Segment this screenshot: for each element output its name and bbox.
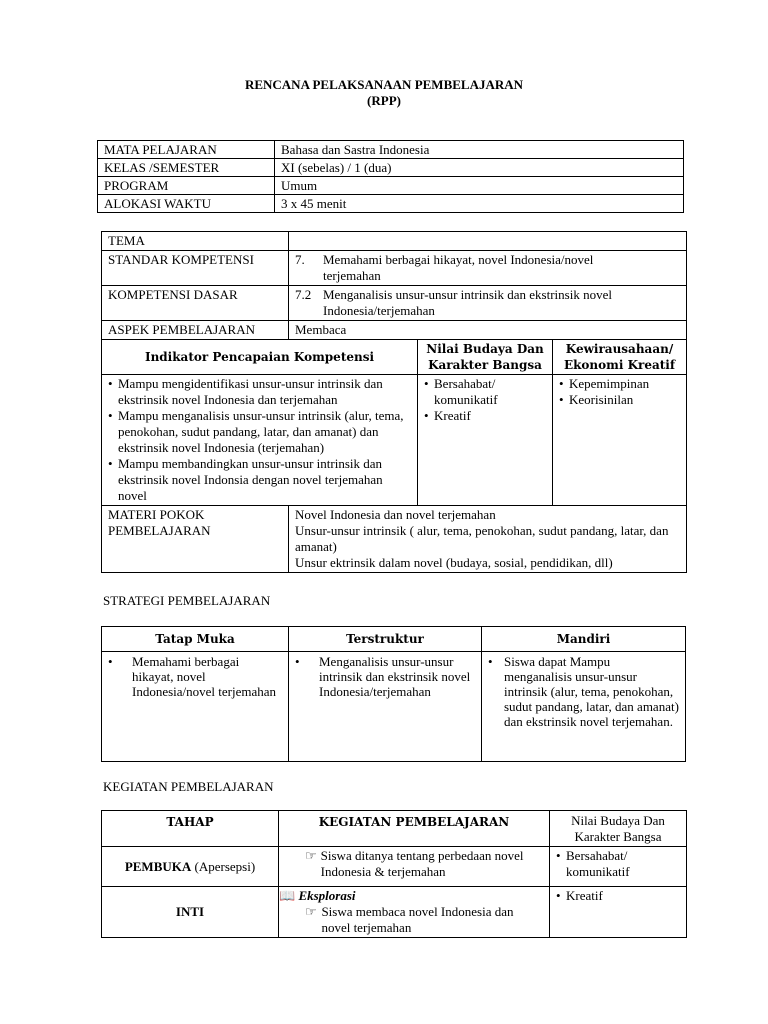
list-item: • Kreatif: [556, 888, 680, 904]
materi-label: MATERI POKOK PEMBELAJARAN: [102, 506, 289, 573]
document-subtitle: (RPP): [367, 93, 401, 108]
aspek-value: Membaca: [289, 321, 687, 340]
info-label: KELAS /SEMESTER: [98, 159, 275, 177]
kd-label: KOMPETENSI DASAR: [102, 286, 289, 321]
col-indikator-header: Indikator Pencapaian Kompetensi: [102, 340, 418, 375]
kegiatan-table: [101, 810, 687, 938]
info-value: XI (sebelas) / 1 (dua): [275, 159, 684, 177]
info-label: PROGRAM: [98, 177, 275, 195]
nilai-cell: [418, 375, 553, 506]
info-label: ALOKASI WAKTU: [98, 195, 275, 213]
info-value: Umum: [275, 177, 684, 195]
list-item: • Siswa dapat Mampu menganalisis unsur-unsur intrinsik (alur, tema, penokohan, sudut pandang, latar, dan amanat) dan ekstrinsik novel terjemahan.: [488, 654, 679, 729]
col-terstruktur: Terstruktur: [289, 627, 482, 652]
list-item: • Kepemimpinan: [559, 376, 680, 392]
list-item: • Mampu mengidentifikasi unsur-unsur intrinsik dan ekstrinsik novel Indonesia dan terjemahan: [108, 376, 411, 408]
info-row: [98, 195, 684, 213]
kewira-cell: [553, 375, 687, 506]
sk-label: STANDAR KOMPETENSI: [102, 251, 289, 286]
list-item: • Kreatif: [424, 408, 546, 424]
pointing-hand-icon: ☞: [305, 904, 317, 919]
indikator-cell: [102, 375, 418, 506]
col-kegiatan: KEGIATAN PEMBELAJARAN: [279, 811, 550, 847]
inti-nilai: [550, 887, 687, 938]
list-item: • Bersahabat/ komunikatif: [424, 376, 546, 408]
col-kewira-header: Kewirausahaan/ Ekonomi Kreatif: [553, 340, 687, 375]
info-value: 3 x 45 menit: [275, 195, 684, 213]
kegiatan-heading: KEGIATAN PEMBELAJARAN: [103, 779, 274, 794]
col-mandiri: Mandiri: [482, 627, 686, 652]
book-icon: 📖: [279, 888, 296, 903]
sk-value: 7. Memahami berbagai hikayat, novel Indonesia/novel terjemahan: [289, 251, 687, 286]
inti-tahap: INTI: [102, 887, 279, 938]
document-title: RENCANA PELAKSANAAN PEMBELAJARAN: [244, 77, 524, 92]
list-item: • Bersahabat/ komunikatif: [556, 848, 680, 880]
info-value: Bahasa dan Sastra Indonesia: [275, 141, 684, 159]
info-row: [98, 177, 684, 195]
tema-label: TEMA: [102, 232, 289, 251]
tema-value: [289, 232, 687, 251]
competence-table: [101, 231, 687, 573]
strategi-heading: STRATEGI PEMBELAJARAN: [103, 593, 271, 608]
pointing-hand-icon: ☞: [305, 848, 317, 863]
pembuka-kegiatan: ☞ Siswa ditanya tentang perbedaan novel Indonesia & terjemahan: [279, 847, 550, 887]
inti-kegiatan: 📖 Eksplorasi ☞ Siswa membaca novel Indonesia dan novel terjemahan: [279, 887, 550, 938]
materi-value: Novel Indonesia dan novel terjemahan Unsur-unsur intrinsik ( alur, tema, penokohan, sudut pandang, latar, dan amanat) Unsur ektrinsik dalam novel (budaya, sosial, pendidikan, dll): [289, 506, 687, 573]
strategi-table: [101, 626, 686, 762]
list-item: • Mampu menganalisis unsur-unsur intrinsik (alur, tema, penokohan, sudut pandang, latar, dan amanat) dan ekstrinsik novel Indonesia (terjemahan): [108, 408, 411, 456]
aspek-label: ASPEK PEMBELAJARAN: [102, 321, 289, 340]
list-item: • Memahami berbagai hikayat, novel Indonesia/novel terjemahan: [108, 654, 282, 699]
info-table: [97, 140, 684, 213]
list-item: • Menganalisis unsur-unsur intrinsik dan ekstrinsik novel Indonesia/terjemahan: [295, 654, 475, 699]
info-row: [98, 141, 684, 159]
pembuka-nilai: [550, 847, 687, 887]
list-item: • Mampu membandingkan unsur-unsur intrinsik dan ekstrinsik novel Indonsia dengan novel terjemahan novel: [108, 456, 411, 504]
info-label: MATA PELAJARAN: [98, 141, 275, 159]
col-tatap-muka: Tatap Muka: [102, 627, 289, 652]
info-row: [98, 159, 684, 177]
kd-value: 7.2 Menganalisis unsur-unsur intrinsik dan ekstrinsik novel Indonesia/terjemahan: [289, 286, 687, 321]
pembuka-tahap: PEMBUKA (Apersepsi): [102, 847, 279, 887]
col-nilai: Nilai Budaya Dan Karakter Bangsa: [550, 811, 687, 847]
list-item: • Keorisinilan: [559, 392, 680, 408]
col-nilai-header: Nilai Budaya Dan Karakter Bangsa: [418, 340, 553, 375]
col-tahap: TAHAP: [102, 811, 279, 847]
